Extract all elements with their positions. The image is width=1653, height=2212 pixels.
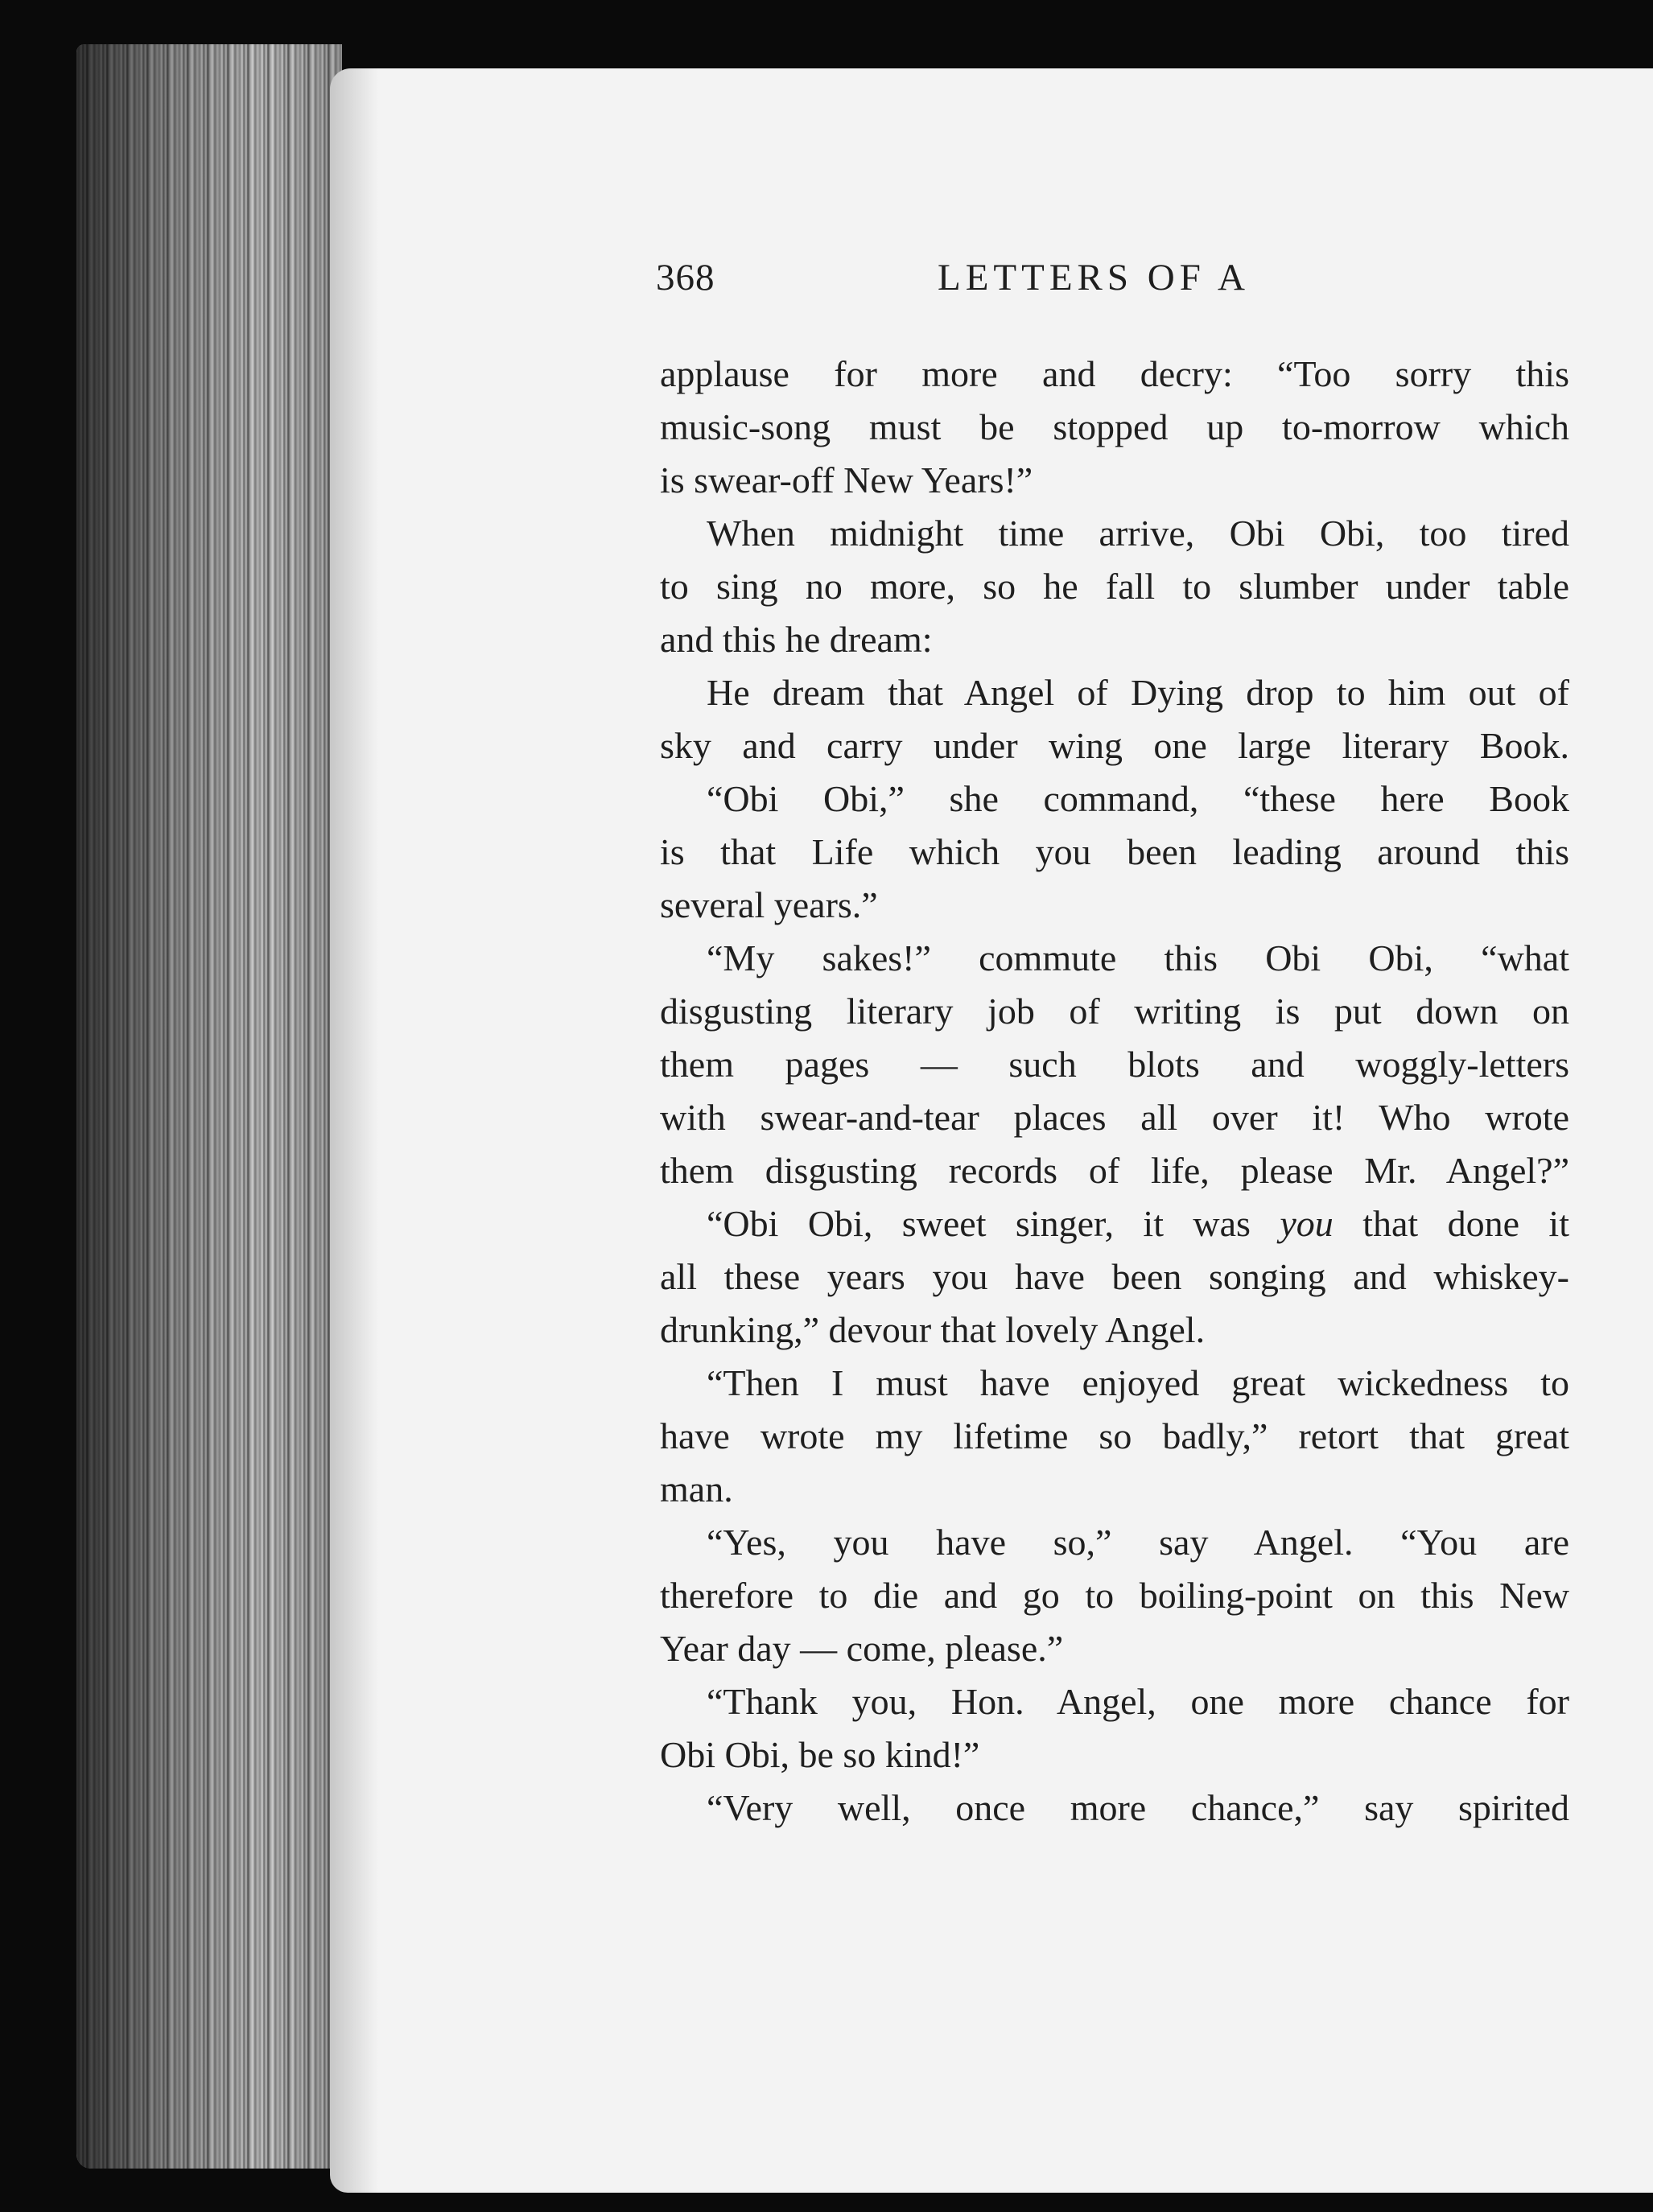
text-line: “Then I must have enjoyed great wickedness to <box>707 1362 1569 1403</box>
text-line: several years.” <box>660 884 878 925</box>
text-line: and this he dream: <box>660 619 933 660</box>
text-line: “Yes, you have so,” say Angel. “You are <box>707 1522 1569 1563</box>
text-line: man. <box>660 1468 733 1510</box>
text-line: have wrote my lifetime so badly,” retort that great <box>660 1415 1569 1456</box>
text-line: drunking,” devour that lovely Angel. <box>660 1309 1206 1350</box>
text-line: Obi Obi, be so kind!” <box>660 1734 980 1775</box>
italic-word: you <box>1280 1203 1334 1244</box>
text-line: them pages — such blots and woggly-letters <box>660 1044 1569 1085</box>
text-line: therefore to die and go to boiling-point on this New <box>660 1575 1569 1616</box>
text-line: “My sakes!” commute this Obi Obi, “what <box>707 937 1569 978</box>
text-line: Year day — come, please.” <box>660 1628 1064 1669</box>
text-line: When midnight time arrive, Obi Obi, too tired <box>707 513 1569 554</box>
text-line: sky and carry under wing one large literary Book. <box>660 725 1569 766</box>
text-line: is that Life which you been leading around this <box>660 831 1569 872</box>
text-line: disgusting literary job of writing is put down on <box>660 991 1569 1032</box>
text-line: to sing no more, so he fall to slumber under table <box>660 566 1569 607</box>
text-line: music-song must be stopped up to-morrow which <box>660 406 1569 447</box>
body-text <box>660 348 1569 1835</box>
running-head: LETTERS OF A <box>938 257 1250 299</box>
text-run: “Obi Obi, sweet singer, it was <box>707 1203 1280 1244</box>
gutter-shadow <box>330 68 378 2193</box>
text-line-with-italic <box>660 1197 1569 1250</box>
page-number: 368 <box>656 257 715 299</box>
text-line: with swear-and-tear places all over it! Who wrote <box>660 1097 1569 1138</box>
text-line: is swear-off New Years!” <box>660 459 1033 500</box>
text-line: He dream that Angel of Dying drop to him out of <box>707 672 1569 713</box>
text-line: applause for more and decry: “Too sorry this <box>660 353 1569 394</box>
text-run: that done it <box>1333 1203 1569 1244</box>
text-line: “Very well, once more chance,” say spirited <box>707 1787 1569 1828</box>
page-edges-shadow <box>76 44 342 2169</box>
text-line: them disgusting records of life, please Mr. Angel?” <box>660 1150 1569 1191</box>
page-header <box>656 256 1573 320</box>
text-line: “Obi Obi,” she command, “these here Book <box>707 778 1569 819</box>
text-line: “Thank you, Hon. Angel, one more chance for <box>707 1681 1569 1722</box>
text-line: all these years you have been songing and whiskey- <box>660 1256 1569 1297</box>
